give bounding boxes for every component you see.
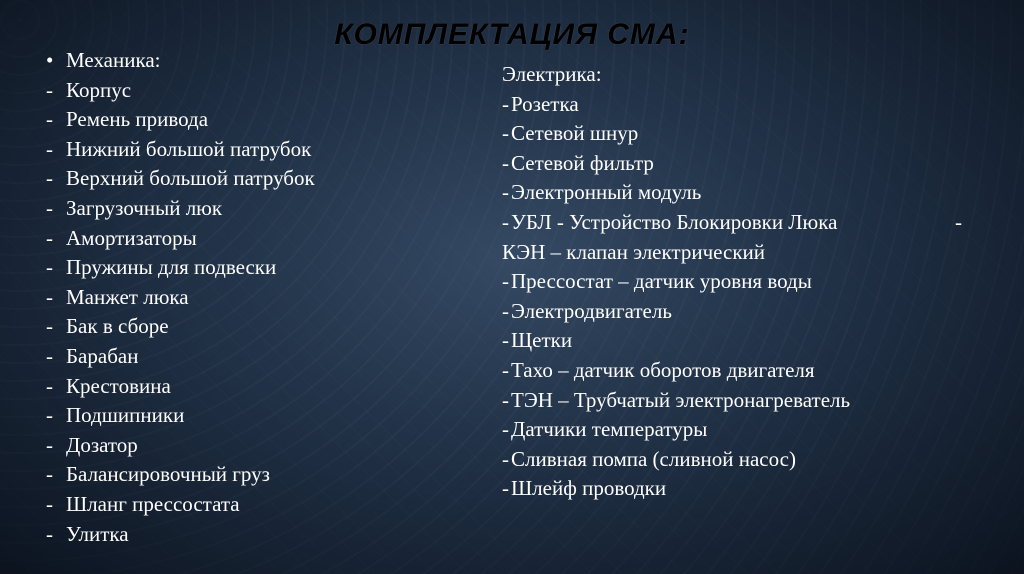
list-item-text: Шланг прессостата	[66, 491, 240, 516]
dash-marker: -	[46, 403, 53, 428]
bullet-marker: •	[46, 48, 54, 72]
list-item-text: Датчики температуры	[511, 417, 708, 442]
dash-marker: -	[502, 209, 509, 234]
list-item	[502, 90, 972, 120]
mechanics-header-row	[46, 46, 315, 76]
list-item	[502, 178, 972, 208]
mechanics-column	[46, 46, 315, 549]
list-item	[46, 520, 315, 550]
list-item	[46, 312, 315, 342]
dash-marker: -	[502, 417, 509, 442]
list-item-text: Дозатор	[66, 432, 138, 457]
list-item-text: УБЛ - Устройство Блокировки Люка	[511, 209, 838, 234]
list-item-text: Корпус	[66, 77, 132, 102]
dash-marker: -	[46, 136, 53, 161]
dash-marker: -	[46, 225, 53, 250]
trailing-dash-marker: -	[955, 209, 962, 234]
list-item-text: Шлейф проводки	[511, 476, 667, 501]
dash-marker: -	[502, 476, 509, 501]
list-item-text: Тахо – датчик оборотов двигателя	[511, 357, 815, 382]
list-item-text: Электродвигатель	[511, 298, 672, 323]
dash-marker: -	[46, 491, 53, 516]
dash-marker: -	[46, 314, 53, 339]
list-item-text: КЭН – клапан электрический	[502, 239, 766, 264]
dash-marker: -	[46, 432, 53, 457]
dash-marker: -	[502, 298, 509, 323]
dash-marker: -	[502, 121, 509, 146]
list-item	[502, 356, 972, 386]
electrics-header: Электрика:	[502, 62, 602, 86]
list-item-text: Сетевой шнур	[511, 121, 639, 146]
electrics-column	[502, 60, 972, 504]
list-item-text: Улитка	[66, 521, 129, 546]
list-item-text: Нижний большой патрубок	[66, 136, 312, 161]
dash-marker: -	[502, 328, 509, 353]
list-item	[502, 149, 972, 179]
dash-marker: -	[46, 107, 53, 132]
list-item-text: Сливная помпа (сливной насос)	[511, 446, 796, 471]
dash-marker: -	[502, 91, 509, 116]
list-item-text: Розетка	[511, 91, 579, 116]
list-item-text: Бак в сборе	[66, 314, 169, 339]
list-item	[46, 460, 315, 490]
list-item-text: Щетки	[511, 328, 573, 353]
dash-marker: -	[46, 284, 53, 309]
dash-marker: -	[502, 150, 509, 175]
list-item-text: Электронный модуль	[511, 180, 702, 205]
list-item-text: Верхний большой патрубок	[66, 166, 315, 191]
list-item	[502, 386, 972, 416]
list-item	[46, 105, 315, 135]
list-item-text: Подшипники	[66, 403, 185, 428]
dash-marker: -	[46, 343, 53, 368]
list-item	[46, 224, 315, 254]
list-item	[46, 253, 315, 283]
list-item	[46, 490, 315, 520]
dash-marker: -	[46, 195, 53, 220]
list-item	[502, 415, 972, 445]
list-item	[46, 194, 315, 224]
list-item	[502, 119, 972, 149]
list-item	[502, 445, 972, 475]
list-item	[502, 474, 972, 504]
list-item	[46, 431, 315, 461]
electrics-header-row	[502, 60, 972, 90]
list-item	[46, 372, 315, 402]
list-item	[502, 208, 972, 238]
list-item	[46, 342, 315, 372]
dash-marker: -	[46, 77, 53, 102]
list-item-text: Пружины для подвески	[66, 255, 277, 280]
list-item	[46, 164, 315, 194]
list-item	[502, 326, 972, 356]
dash-marker: -	[502, 180, 509, 205]
dash-marker: -	[46, 255, 53, 280]
dash-marker: -	[502, 446, 509, 471]
list-item	[502, 297, 972, 327]
list-item-text: Барабан	[66, 343, 139, 368]
list-item-text: Манжет люка	[66, 284, 189, 309]
list-item-text: Сетевой фильтр	[511, 150, 654, 175]
list-item	[46, 283, 315, 313]
list-item-text: Прессостат – датчик уровня воды	[511, 269, 812, 294]
mechanics-header: Механика:	[66, 48, 161, 72]
list-item	[502, 238, 972, 268]
dash-marker: -	[502, 357, 509, 382]
list-item	[46, 76, 315, 106]
list-item	[502, 267, 972, 297]
list-item-text: Балансировочный груз	[66, 462, 270, 487]
dash-marker: -	[46, 521, 53, 546]
dash-marker: -	[502, 387, 509, 412]
list-item	[46, 401, 315, 431]
dash-marker: -	[46, 166, 53, 191]
list-item-text: Ремень привода	[66, 107, 209, 132]
dash-marker: -	[502, 269, 509, 294]
list-item	[46, 135, 315, 165]
list-item-text: ТЭН – Трубчатый электронагреватель	[511, 387, 851, 412]
dash-marker: -	[46, 462, 53, 487]
dash-marker: -	[46, 373, 53, 398]
list-item-text: Крестовина	[66, 373, 171, 398]
slide-title: КОМПЛЕКТАЦИЯ СМА:	[334, 18, 690, 51]
list-item-text: Загрузочный люк	[66, 195, 223, 220]
list-item-text: Амортизаторы	[66, 225, 197, 250]
